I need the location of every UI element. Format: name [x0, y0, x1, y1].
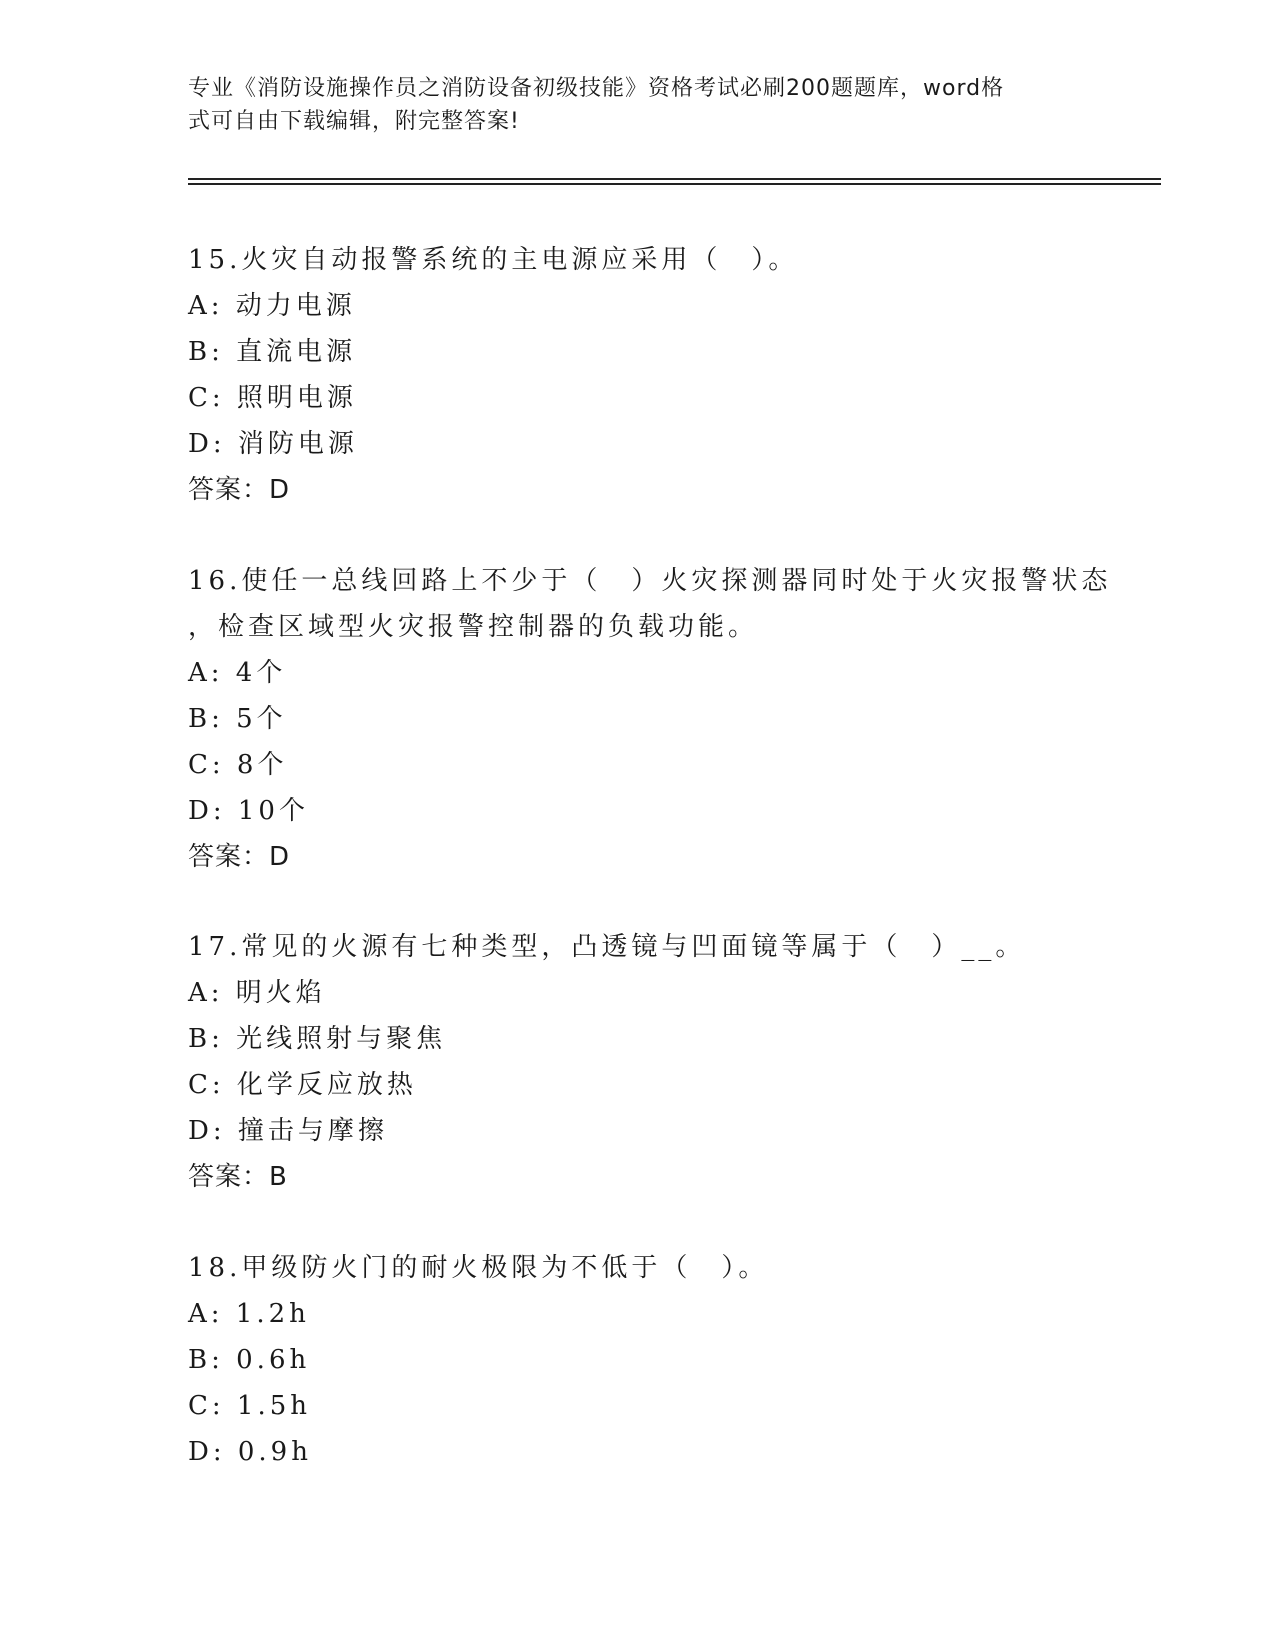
- option-d: D: 消防电源: [188, 429, 358, 459]
- header-divider-top: [188, 178, 1161, 180]
- question-18: [188, 1245, 1088, 1475]
- option-c: C: 化学反应放热: [188, 1070, 417, 1100]
- question-17: [188, 924, 1088, 1200]
- question-stem: 17.常见的火源有七种类型，凸透镜与凹面镜等属于（ ）__。: [188, 932, 1026, 962]
- header-line-2: 式可自由下载编辑，附完整答案!: [188, 109, 520, 134]
- option-a: A: 动力电源: [188, 291, 356, 321]
- option-b: B: 光线照射与聚焦: [188, 1024, 447, 1054]
- option-d: D: 0.9h: [188, 1437, 312, 1467]
- question-16: [188, 558, 1112, 880]
- option-d: D: 10个: [188, 796, 309, 826]
- question-stem: 18.甲级防火门的耐火极限为不低于（ ）。: [188, 1253, 769, 1283]
- option-a: A: 4个: [188, 658, 287, 688]
- header-line-1: 专业《消防设施操作员之消防设备初级技能》资格考试必刷200题题库，word格: [188, 76, 1005, 101]
- question-stem: 16.使任一总线回路上不少于（ ）火灾探测器同时处于火灾报警状态: [188, 566, 1112, 596]
- option-c: C: 8个: [188, 750, 288, 780]
- option-b: B: 5个: [188, 704, 287, 734]
- option-b: B: 直流电源: [188, 337, 357, 367]
- answer: 答案：D: [188, 475, 291, 505]
- option-a: A: 1.2h: [188, 1299, 310, 1329]
- answer: 答案：B: [188, 1162, 288, 1192]
- question-stem-continued: ，检查区域型火灾报警控制器的负载功能。: [188, 612, 759, 642]
- answer: 答案：D: [188, 842, 291, 872]
- header-divider-bottom: [188, 183, 1161, 185]
- option-d: D: 撞击与摩擦: [188, 1116, 388, 1146]
- document-header: [188, 72, 1088, 138]
- option-a: A: 明火焰: [188, 978, 326, 1008]
- option-c: C: 照明电源: [188, 383, 357, 413]
- question-stem: 15.火灾自动报警系统的主电源应采用（ ）。: [188, 245, 799, 275]
- option-c: C: 1.5h: [188, 1391, 312, 1421]
- option-b: B: 0.6h: [188, 1345, 311, 1375]
- question-15: [188, 237, 1088, 513]
